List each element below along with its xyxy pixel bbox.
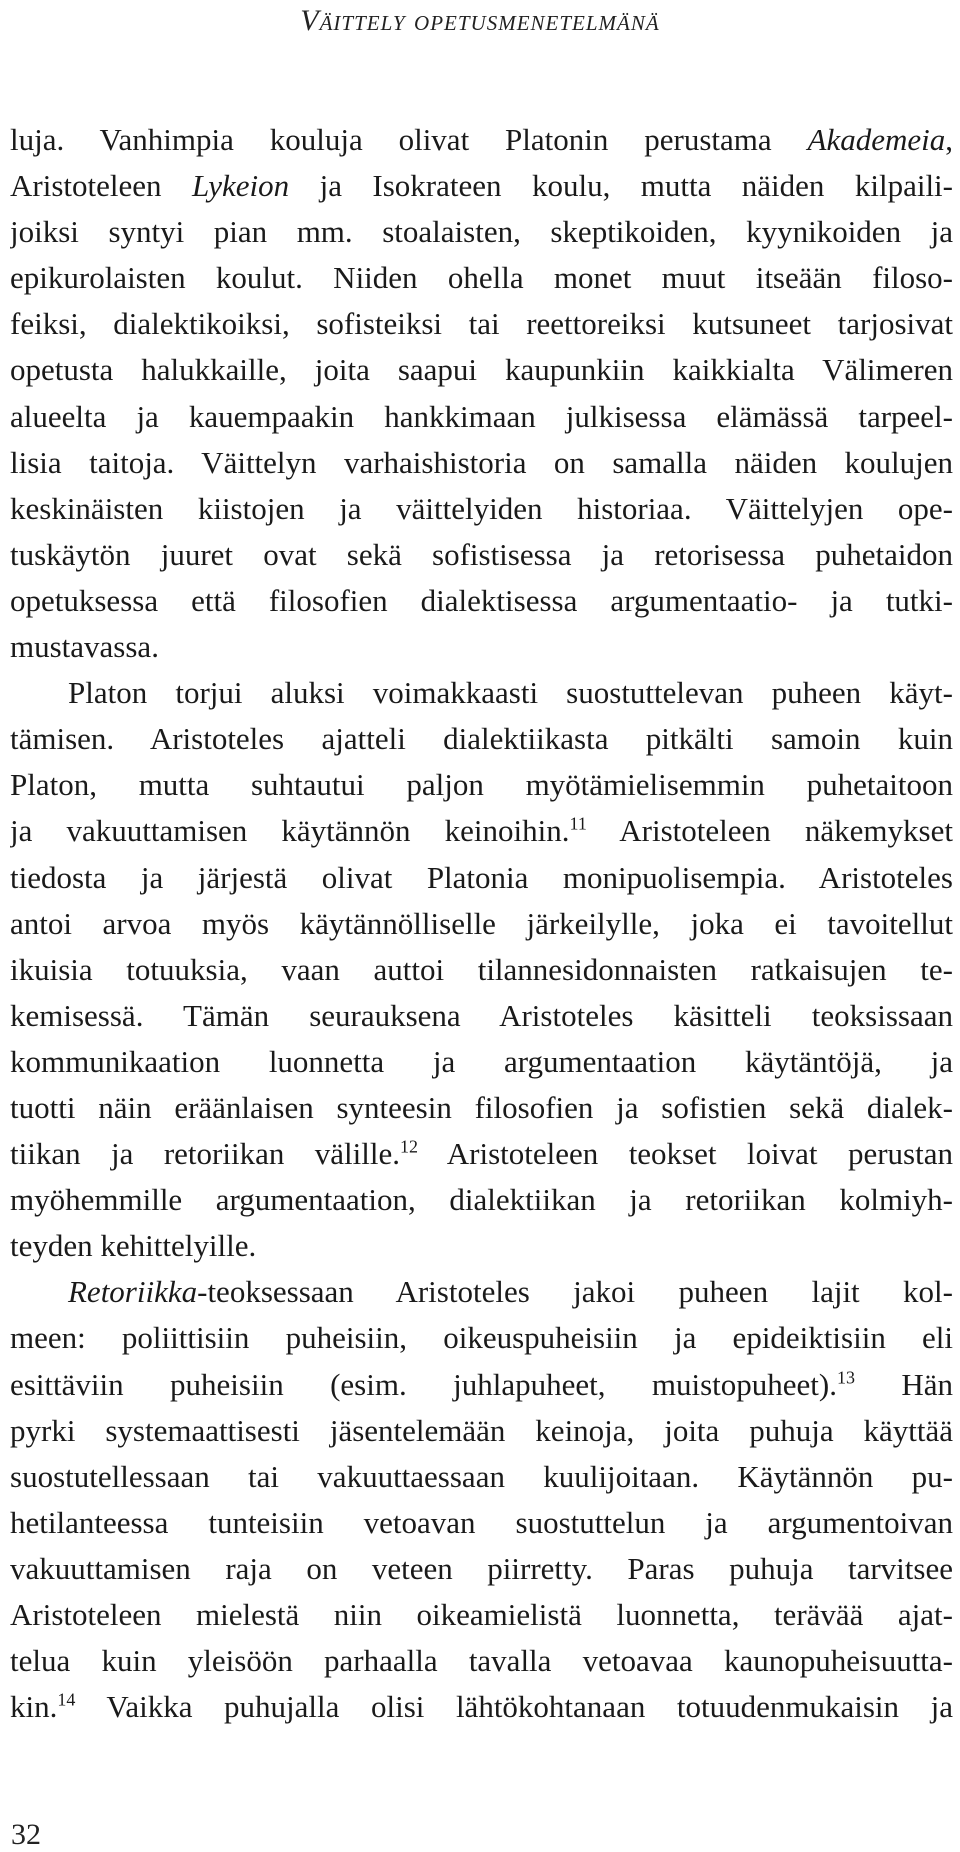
line-text: Aristoteleen mielestä niin oikeamielistä luonnetta, terävää ajat-: [10, 1597, 953, 1632]
text-line: [10, 1592, 953, 1638]
text-line: [10, 578, 953, 624]
text-line: [10, 532, 953, 578]
line-text: esittäviin puheisiin (esim. juhlapuheet, muistopuheet).: [10, 1366, 837, 1402]
text-line: [10, 1269, 953, 1315]
text-line: [10, 624, 953, 670]
line-text: suostutellessaan tai vakuuttaessaan kuulijoitaan. Käytännön pu-: [10, 1458, 953, 1494]
body-text: [10, 117, 953, 1730]
text-line: [10, 117, 953, 163]
line-text: telua kuin yleisöön parhaalla tavalla vetoavaa kaunopuheisuutta-: [10, 1643, 953, 1679]
footnote-marker: 12: [400, 1136, 419, 1157]
line-text-continued: Aristoteleen näkemykset: [586, 813, 953, 849]
line-text-continued: ja Isokrateen koulu, mutta näiden kilpaili-: [289, 168, 953, 204]
text-line: [10, 808, 953, 854]
text-line: [10, 855, 953, 901]
text-line: [10, 1223, 953, 1269]
line-text: ja vakuuttamisen käytännön keinoihin.: [10, 813, 570, 849]
line-text-continued: Aristoteleen teokset loivat perustan: [418, 1136, 953, 1172]
line-text: Aristoteleen: [10, 168, 192, 204]
line-text: kommunikaation luonnetta ja argumentaation käytäntöjä, ja: [10, 1043, 953, 1079]
line-text: alueelta ja kauempaakin hankkimaan julkisessa elämässä tarpeel-: [10, 398, 953, 434]
line-text: tiikan ja retoriikan välille.: [10, 1136, 401, 1172]
line-text: Platon torjui aluksi voimakkaasti suostuttelevan puheen käyt-: [68, 675, 953, 711]
line-text: pyrki systemaattisesti jäsentelemään keinoja, joita puhuja käyttää: [10, 1412, 953, 1448]
line-text: Platon, mutta suhtautui paljon myötämielisemmin puhetaitoon: [10, 767, 953, 803]
text-line: [10, 347, 953, 393]
line-text: vakuuttamisen raja on veteen piirretty. Paras puhuja tarvitsee: [10, 1550, 953, 1586]
line-text: ikuisia totuuksia, vaan auttoi tilannesidonnaisten ratkaisujen te-: [10, 951, 953, 987]
line-text-continued: ,: [945, 122, 953, 157]
line-text: myöhemmille argumentaation, dialektiikan ja retoriikan kolmiyh-: [10, 1182, 953, 1218]
text-line: [10, 301, 953, 347]
text-line: [10, 1039, 953, 1085]
text-line: [10, 1177, 953, 1223]
italic-term: Lykeion: [191, 168, 290, 204]
italic-term: Retoriikka: [68, 1274, 198, 1310]
text-line: [10, 762, 953, 808]
text-line: [10, 486, 953, 532]
page-number: 32: [11, 1818, 41, 1851]
line-text: kin.: [10, 1689, 58, 1725]
line-text: teyden kehittelyille.: [10, 1228, 257, 1264]
line-text: opetuksessa että filosofien dialektisessa argumentaatio- ja tutki-: [10, 582, 953, 618]
text-line: [10, 1131, 953, 1177]
line-text: antoi arvoa myös käytännölliselle järkeilylle, joka ei tavoitellut: [10, 905, 953, 941]
line-text: meen: poliittisiin puheisiin, oikeuspuheisiin ja epideiktisiin eli: [10, 1320, 953, 1356]
text-line: [10, 670, 953, 716]
text-line: [10, 716, 953, 762]
italic-term: Akademeia: [807, 122, 946, 157]
line-text-continued: Vaikka puhujalla olisi lähtökohtanaan totuudenmukaisin ja: [75, 1689, 953, 1725]
line-text: feiksi, dialektikoiksi, sofisteiksi tai reettoreiksi kutsuneet tarjosivat: [10, 306, 953, 342]
text-line: [10, 993, 953, 1039]
text-line: [10, 1454, 953, 1500]
line-text: tuotti näin eräänlaisen synteesin filosofien ja sofistien sekä dialek-: [10, 1089, 953, 1125]
line-text: mustavassa.: [10, 629, 159, 665]
text-line: [10, 1315, 953, 1361]
line-text: opetusta halukkaille, joita saapui kaupunkiin kaikkialta Välimeren: [10, 352, 953, 388]
text-line: [10, 1546, 953, 1592]
line-text: tiedosta ja järjestä olivat Platonia monipuolisempia. Aristoteles: [10, 859, 953, 895]
line-text-continued: Hän: [854, 1366, 953, 1402]
text-line: [10, 1638, 953, 1684]
text-line: [10, 901, 953, 947]
line-text: joiksi syntyi pian mm. stoalaisten, skeptikoiden, kyynikoiden ja: [10, 214, 953, 250]
line-text: hetilanteessa tunteisiin vetoavan suostuttelun ja argumentoivan: [10, 1504, 953, 1540]
text-line: [10, 1408, 953, 1454]
footnote-marker: 13: [836, 1367, 855, 1388]
footnote-marker: 11: [569, 814, 587, 835]
text-line: [10, 209, 953, 255]
line-text: keskinäisten kiistojen ja väittelyiden historiaa. Väittelyjen ope-: [10, 490, 953, 526]
line-text: tuskäytön juuret ovat sekä sofistisessa ja retorisessa puhetaidon: [10, 536, 953, 572]
line-text: lisia taitoja. Väittelyn varhaishistoria on samalla näiden koulujen: [10, 444, 953, 480]
text-line: [10, 255, 953, 301]
text-line: [10, 394, 953, 440]
footnote-marker: 14: [57, 1689, 76, 1710]
line-text: luja. Vanhimpia kouluja olivat Platonin perustama: [10, 122, 808, 157]
running-header: Väittely opetusmenetelmänä: [300, 4, 660, 37]
text-line: [10, 1362, 953, 1408]
text-line: [10, 1684, 953, 1730]
line-text: tämisen. Aristoteles ajatteli dialektiikasta pitkälti samoin kuin: [10, 721, 953, 757]
line-text: epikurolaisten koulut. Niiden ohella monet muut itseään filoso-: [10, 260, 953, 296]
text-line: [10, 440, 953, 486]
line-text-continued: -teoksessaan Aristoteles jakoi puheen lajit kol-: [197, 1274, 953, 1310]
text-line: [10, 163, 953, 209]
text-line: [10, 1085, 953, 1131]
text-line: [10, 1500, 953, 1546]
line-text: kemisessä. Tämän seurauksena Aristoteles käsitteli teoksissaan: [10, 997, 953, 1033]
text-line: [10, 947, 953, 993]
